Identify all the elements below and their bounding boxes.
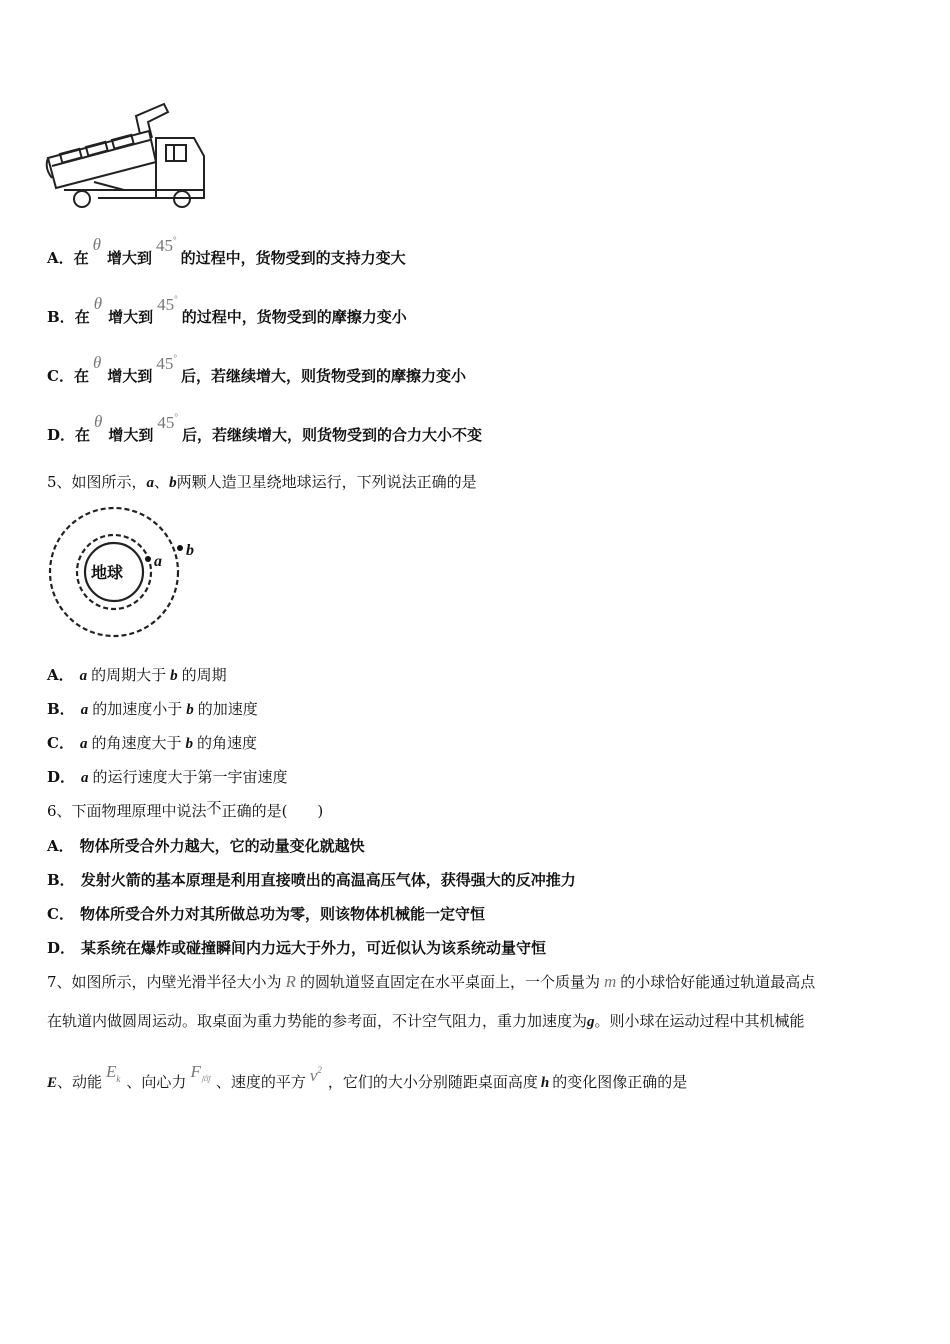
degree-value: 45°	[156, 235, 177, 255]
q6-option-c: C． 物体所受合外力对其所做总功为零，则该物体机械能一定守恒	[47, 905, 485, 923]
dump-truck-figure	[44, 98, 210, 210]
option-letter: D．	[47, 426, 76, 444]
q5-stem: 5、如图所示，a、b两颗人造卫星绕地球运行，下列说法正确的是	[47, 473, 477, 491]
q6-option-d: D． 某系统在爆炸或碰撞瞬间内力远大于外力，可近似认为该系统动量守恒	[47, 939, 547, 957]
q6-option-b: B． 发射火箭的基本原理是利用直接喷出的高温高压气体，获得强大的反冲推力	[47, 871, 576, 889]
q4-option-c: C．在θ增大到45°后，若继续增大，则货物受到的摩擦力变小	[47, 353, 466, 385]
earth-label: 地球	[91, 563, 124, 582]
q6-stem: 6、下面物理原理中说法不正确的是( )	[47, 799, 324, 820]
q4-option-a: A．在θ增大到45°的过程中，货物受到的支持力变大	[47, 235, 406, 267]
degree-value: 45°	[157, 412, 179, 432]
q5-option-a: A． a 的周期大于 b 的周期	[47, 666, 227, 684]
satellite-b-label: b	[186, 542, 194, 559]
q6-option-a: A． 物体所受合外力越大，它的动量变化就越快	[47, 837, 365, 855]
satellite-a	[145, 556, 151, 562]
q7-line-3: E、动能$E_k$ 、向心力$F_向$ 、速度的平方 $v^2$，它们的大小分别随距桌面高度 h 的变化图像正确的是	[47, 1062, 688, 1091]
q5-option-c: C． a 的角速度大于 b 的角速度	[47, 734, 257, 752]
degree-value: 45°	[156, 353, 177, 373]
q7-line-1: 7、如图所示，内壁光滑半径大小为 R 的圆轨道竖直固定在水平桌面上，一个质量为 m 的小球恰好能通过轨道最高点	[47, 972, 816, 991]
centripetal-force-symbol: $F_向$	[190, 1062, 210, 1084]
q7-line-2: 在轨道内做圆周运动。取桌面为重力势能的参考面，不计空气阻力，重力加速度为g。则小球在运动过程中其机械能	[47, 1012, 805, 1030]
q4-option-b: B．在θ增大到45°的过程中，货物受到的摩擦力变小	[47, 294, 407, 326]
theta-symbol: θ	[94, 412, 103, 431]
q5-option-d: D． a 的运行速度大于第一宇宙速度	[47, 768, 288, 786]
q4-option-d: D．在θ增大到45°后，若继续增大，则货物受到的合力大小不变	[47, 412, 483, 444]
option-letter: A．	[47, 249, 74, 267]
option-letter: C．	[47, 367, 74, 385]
radius-symbol: R	[285, 972, 296, 991]
kinetic-energy-symbol: $E_k$	[106, 1062, 121, 1084]
option-letter: B．	[47, 308, 75, 326]
theta-symbol: θ	[93, 294, 103, 313]
satellite-orbit-figure	[44, 504, 204, 638]
velocity-squared-symbol: $v^2$	[309, 1065, 322, 1085]
satellite-b	[177, 545, 183, 551]
q5-option-b: B． a 的加速度小于 b 的加速度	[47, 700, 258, 718]
theta-symbol: θ	[92, 353, 102, 372]
degree-value: 45°	[157, 294, 178, 314]
theta-symbol: θ	[92, 235, 102, 254]
mass-symbol: m	[603, 972, 617, 991]
satellite-a-label: a	[154, 553, 162, 570]
